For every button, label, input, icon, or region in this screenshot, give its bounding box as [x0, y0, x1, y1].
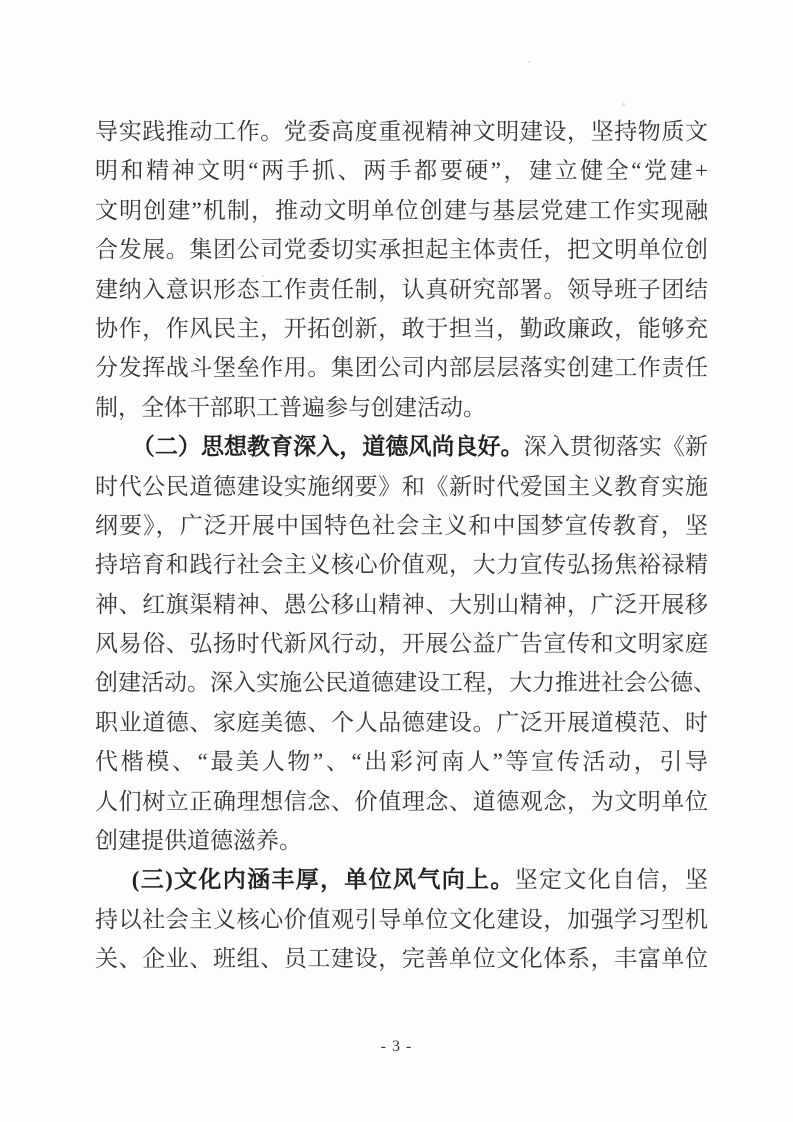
paragraph-text-segment: 风易俗、弘扬时代新风行动，开展公益广告宣传和文明家庭 [95, 631, 708, 657]
text-line [95, 270, 708, 309]
text-line [95, 191, 708, 230]
paragraph-heading-segment: （二）思想教育深入，道德风尚良好。 [131, 434, 524, 460]
paragraph-text-segment: 人们树立正确理想信念、价值理念、道德观念，为文明单位 [95, 788, 708, 814]
paragraph-text-segment: 持以社会主义核心价值观引导单位文化建设，加强学习型机 [95, 906, 708, 932]
text-line [95, 348, 708, 387]
text-line [95, 151, 708, 190]
paragraph-text-segment: 纲要》，广泛开展中国特色社会主义和中国梦宣传教育，坚 [95, 512, 708, 538]
text-line [95, 782, 708, 821]
text-line [95, 703, 708, 742]
scan-speck [622, 103, 625, 106]
paragraph-text-segment: 合发展。集团公司党委切实承担起主体责任，把文明单位创 [95, 237, 708, 263]
paragraph-text-segment: 深入贯彻落实《新 [523, 434, 709, 460]
text-line [95, 112, 708, 151]
text-line [95, 467, 708, 506]
text-line [95, 230, 708, 269]
paragraph-text-segment: 创建活动。深入实施公民道德建设工程，大力推进社会公德、 [95, 670, 716, 696]
paragraph-text-segment: 导实践推动工作。党委高度重视精神文明建设，坚持物质文 [95, 119, 708, 144]
text-line [95, 939, 708, 978]
text-line [95, 742, 708, 781]
paragraph-text-segment: 持培育和践行社会主义核心价值观，大力宣传弘扬焦裕禄精 [95, 552, 708, 578]
text-line [95, 663, 716, 702]
scan-speck [528, 61, 530, 63]
paragraph-text-segment: 时代公民道德建设实施纲要》和《新时代爱国主义教育实施 [95, 473, 708, 499]
paragraph-text-segment: 坚定文化自信，坚 [514, 867, 708, 893]
paragraph-text-segment: 协作，作风民主，开拓创新，敢于担当，勤政廉政，能够充 [95, 315, 708, 341]
paragraph-text-segment: 制，全体干部职工普遍参与创建活动。 [95, 394, 486, 420]
text-line [95, 388, 708, 427]
text-line [95, 545, 708, 584]
paragraph-text-segment: 创建提供道德滋养。 [95, 828, 302, 854]
paragraph-text-segment: 神、红旗渠精神、愚公移山精神、大别山精神，广泛开展移 [95, 591, 708, 617]
paragraph-text-segment: 代楷模、“最美人物”、“出彩河南人”等宣传活动，引导 [95, 749, 708, 775]
text-line [95, 585, 708, 624]
paragraph-text-segment: 文明创建”机制，推动文明单位创建与基层党建工作实现融 [95, 197, 708, 223]
text-line [95, 821, 708, 860]
text-block [95, 112, 716, 979]
page-number: - 3 - [380, 1038, 413, 1055]
paragraph-text-segment: 分发挥战斗堡垒作用。集团公司内部层层落实创建工作责任 [95, 355, 708, 381]
text-line [95, 860, 708, 899]
paragraph-text-segment: 建纳入意识形态工作责任制，认真研究部署。领导班子团结 [95, 276, 708, 302]
paragraph-text-segment: 明和精神文明“两手抓、两手都要硬”，建立健全“党建+ [95, 158, 708, 184]
text-line [95, 900, 708, 939]
text-line [95, 506, 708, 545]
paragraph-text-segment: 关、企业、班组、员工建设，完善单位文化体系，丰富单位 [95, 946, 708, 972]
paragraph-heading-segment: (三)文化内涵丰厚，单位风气向上。 [131, 867, 515, 893]
paragraph-text-segment: 职业道德、家庭美德、个人品德建设。广泛开展道模范、时 [95, 709, 708, 735]
text-line [95, 309, 708, 348]
text-line [95, 427, 708, 466]
text-line [95, 624, 708, 663]
